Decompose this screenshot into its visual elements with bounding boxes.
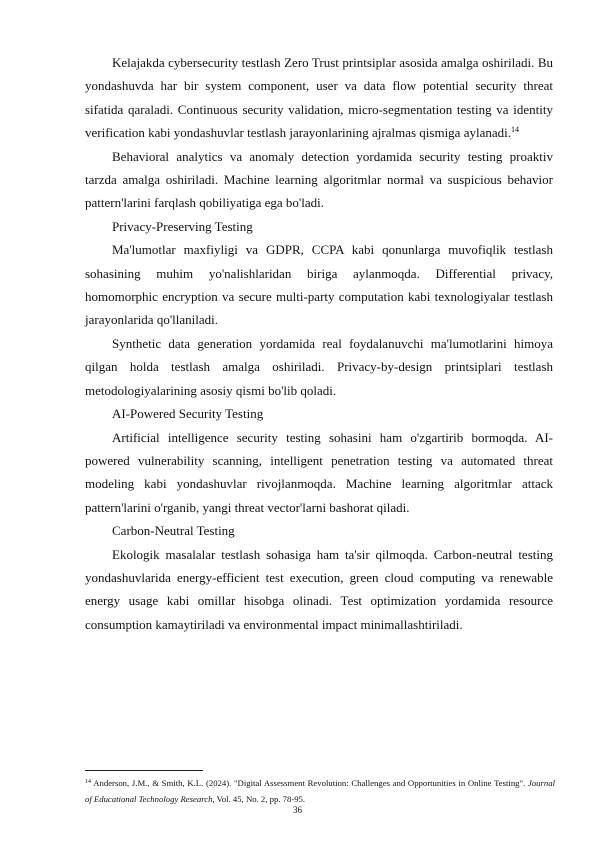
- page-number: 36: [293, 805, 302, 815]
- paragraph-synthetic-data: Synthetic data generation yordamida real foydalanuvchi ma'lumotlarini himoya qilgan holda testlash amalga oshiriladi. Privacy-by-design printsiplari testlash metodologiyalarining asosiy qismi bo'lib qoladi.: [85, 335, 553, 398]
- footnote-divider: [85, 770, 203, 771]
- heading-carbon-neutral-testing: Carbon-Neutral Testing: [112, 523, 235, 539]
- footnote-details: , Vol. 45, No. 2, pp. 78-95.: [212, 794, 306, 804]
- footnote: [85, 775, 555, 807]
- footnote-journal: Journal of Educational Technology Research: [85, 778, 555, 804]
- footnote-authors: Anderson, J.M., & Smith, K.L. (2024). "Digital Assessment Revolution: Challenges and Opportunities in Online Testing".: [93, 778, 526, 788]
- paragraph-behavioral-analytics: Behavioral analytics va anomaly detection yordamida security testing proaktiv tarzda amalga oshiriladi. Machine learning algoritmlar normal va suspicious behavior pattern'larini farqlash qobiliyatiga ega bo'ladi.: [85, 148, 553, 211]
- heading-ai-powered-security-testing: AI-Powered Security Testing: [112, 406, 264, 422]
- footnote-number: 14: [85, 779, 91, 785]
- body-text: [85, 51, 553, 636]
- paragraph-ai-security: Artificial intelligence security testing sohasini ham o'zgartirib bormoqda. AI-powered vulnerability scanning, intelligent penetration testing va automated threat modeling kabi yondashuvlar rivojlanmoqda. Machine learning algoritmlar attack pattern'larini o'rganib, yangi threat vector'larni bashorat qiladi.: [85, 429, 553, 515]
- paragraph-data-privacy: Ma'lumotlar maxfiyligi va GDPR, CCPA kabi qonunlarga muvofiqlik testlash sohasining muhim yo'nalishlaridan biriga aylanmoqda. Differential privacy, homomorphic encryption va secure multi-party computation kabi texnologiyalar testlash jarayonlarida qo'llaniladi.: [85, 242, 553, 328]
- footnote-reference[interactable]: 14: [510, 125, 519, 135]
- paragraph-carbon-neutral: Ekologik masalalar testlash sohasiga ham ta'sir qilmoqda. Carbon-neutral testing yondashuvlarida energy-efficient test execution, green cloud computing va renewable energy usage kabi omillar hisobga olinadi. Test optimization yordamida resource consumption kamaytiriladi va environmental impact minimallashtiriladi.: [85, 546, 553, 632]
- paragraph-zero-trust: Kelajakda cybersecurity testlash Zero Trust printsiplar asosida amalga oshiriladi. Bu yondashuvda har bir system component, user va data flow potential security threat sifatida qaraladi. Continuous security validation, micro-segmentation testing va identity verification kabi yondashuvlar testlash jarayonlarining ajralmas qismiga aylanadi.$^{14}$: [85, 55, 553, 141]
- heading-privacy-preserving-testing: Privacy-Preserving Testing: [112, 218, 253, 234]
